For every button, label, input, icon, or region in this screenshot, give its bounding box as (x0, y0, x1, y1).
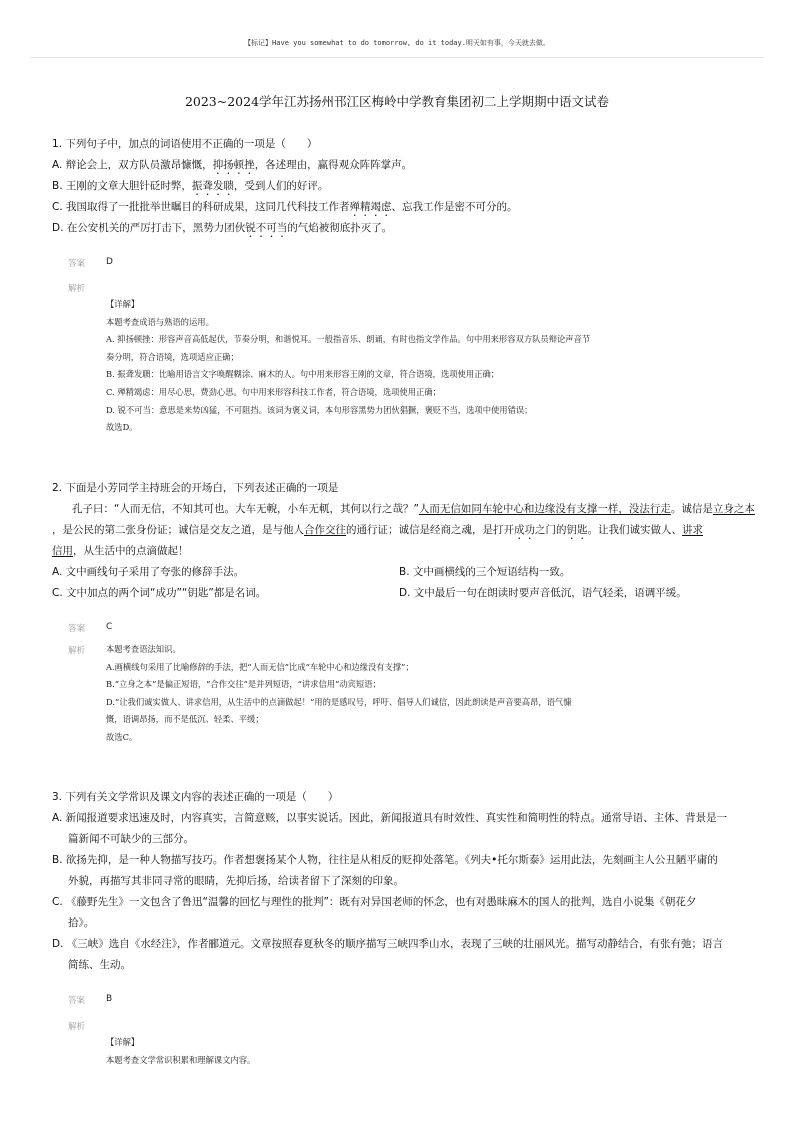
q1-stem: 1. 下列句子中，加点的词语使用不正确的一项是（ ） (52, 138, 318, 150)
q2-option-c: C. 文中加点的两个词“成功”“钥匙”都是名词。 (52, 587, 267, 599)
q1-c-dotted-word: 殚精竭虑 (349, 201, 392, 213)
q1-b-dotted-word: 振聋发聩 (191, 180, 234, 192)
q1-analysis: 【详解】 本题考查成语与熟语的运用。 A. 抑扬顿挫：形容声音高低起伏，节奏分明，和谐悦耳。一般指音乐、朗诵，有时也指文学作品。句中用来形容双方队员辩论声音节 奏分明，符合语境，选项适应正确； B. 振聋发聩：比喻用语言文字唤醒糊涂、麻木的人。句中用来形容王刚的文章，符合语境，选项使用正确； C. 殚精竭虑：用尽心思，费劲心思。句中用来形容科技工作者，符合语境，选项使用正确； D. 锐不可当：意思是来势凶猛，不可阻挡。该词为褒义词，本句形容黑势力团伙猖獗，褒贬不当，选项中使用错误； 故选D。 (106, 299, 591, 433)
q3-stem: 3. 下列有关文学常识及课文内容的表述正确的一项是（ ） (52, 791, 339, 803)
q3-option-b: B. 欲扬先抑，是一种人物描写技巧。作者想褒扬某个人物，往往是从相反的贬抑处落笔。《列夫•托尔斯泰》运用此法，先刻画主人公丑陋平庸的 (52, 854, 718, 866)
q1-a-dotted-word: 抑扬顿挫 (212, 159, 255, 171)
q3-answer-label: 答案 (68, 996, 86, 1006)
q2-dotted-word-2: 钥匙 (566, 524, 588, 536)
page-banner: 【标记】Have you somewhat to do tomorrow, do it today.明天如有事，今天就去做。 (244, 39, 550, 47)
q1-option-a: A. 辩论会上，双方队员激昂慷慨，抑扬顿挫，各述理由，赢得观众阵阵掌声。 (52, 159, 413, 171)
q3-option-d: D. 《三峡》选自《水经注》，作者郦道元。文章按照春夏秋冬的顺序描写三峡四季山水，表现了三峡的壮丽风光。描写动静结合，有张有弛；语言 (52, 938, 724, 950)
q2-passage-line-1: 孔子曰：“人而无信，不知其可也。大车无輗，小车无軏，其何以行之哉？”人而无信如同车轮中心和边缘没有支撑一样，没法行走。诚信是立身之本 (72, 503, 755, 515)
q1-d-dotted-word: 锐不可当 (245, 222, 288, 234)
q1-option-b: B. 王刚的文章大胆针砭时弊，振聋发聩，受到人们的好评。 (52, 180, 329, 192)
q3-option-a: A. 新闻报道要求迅速及时，内容真实，言简意赅，以事实说话。因此，新闻报道具有时效性、真实性和简明性的特点。通常导语、主体、背景是一 (52, 812, 728, 824)
q1-answer-value: D (106, 257, 113, 267)
q2-stem: 2. 下面是小芳同学主持班会的开场白，下列表述正确的一项是 (52, 482, 339, 494)
q3-option-c: C. 《藤野先生》一文包含了鲁迅“温馨的回忆与理性的批判”：既有对异国老师的怀念，也有对愚昧麻木的国人的批判，选自小说集《朝花夕 (52, 896, 697, 908)
q2-underlined-phrase-2: 合作交往 (304, 524, 346, 536)
q3-option-b-cont: 外貌，再描写其非同寻常的眼睛，先抑后扬，给读者留下了深刻的印象。 (68, 875, 404, 887)
q2-underlined-phrase-3: 信用 (52, 545, 73, 557)
q2-answer-label: 答案 (68, 624, 86, 634)
q2-dotted-word-1: 成功 (514, 524, 535, 536)
q2-underlined-sentence: 人而无信如同车轮中心和边缘没有支撑一样，没法行走 (418, 503, 671, 515)
q3-analysis-label: 解析 (68, 1022, 86, 1032)
q1-option-c: C. 我国取得了一批批举世瞩目的科研成果，这同几代科技工作者殚精竭虑、忘我工作是密不可分的。 (52, 201, 518, 213)
q2-option-d: D. 文中最后一句在朗读时要声音低沉，语气轻柔，语调平缓。 (399, 587, 687, 599)
q2-option-b: B. 文中画横线的三个短语结构一致。 (399, 566, 571, 578)
q3-option-d-cont: 简练、生动。 (68, 959, 131, 971)
q1-analysis-label: 解析 (68, 284, 86, 294)
header-divider (30, 57, 764, 58)
q2-analysis: 本题考查语法知识。 A.画横线句采用了比喻修辞的手法，把“人而无信”比成“车轮中心和边缘没有支撑”； B.“立身之本”是偏正短语，“合作交往”是并列短语，“讲求信用”动宾短语； D.“让我们诚实做人、讲求信用，从生活中的点滴做起！”用的是感叹号，呼吁、倡导人们诚信，因此朗读是声音要高昂，语气慷 慨，语调昂扬，而不是低沉、轻柔、平缓； 故选C。 (106, 644, 572, 742)
q3-option-a-cont: 篇新闻不可缺少的三部分。 (68, 833, 194, 845)
q3-option-c-cont: 拾》。 (68, 917, 95, 929)
q1-option-d: D. 在公安机关的严厉打击下，黑势力团伙锐不可当的气焰被彻底扑灭了。 (52, 222, 393, 234)
q2-analysis-label: 解析 (68, 646, 86, 656)
page-title: 2023~2024学年江苏扬州邗江区梅岭中学教育集团初二上学期期中语文试卷 (184, 94, 610, 109)
q3-answer-value: B (106, 994, 113, 1004)
q2-answer-value: C (106, 622, 113, 632)
q2-passage-line-3: 信用，从生活中的点滴做起！ (52, 545, 189, 557)
q2-option-a: A. 文中画线句子采用了夸张的修辞手法。 (52, 566, 245, 578)
q1-answer-label: 答案 (68, 259, 86, 269)
q2-passage-line-2: ，是公民的第二张身份证；诚信是交友之道，是与他人合作交往的通行证；诚信是经商之魂，是打开成功之门的钥匙。让我们诚实做人、讲求 (52, 524, 703, 536)
q3-analysis: 【详解】 本题考查文学常识积累和理解课文内容。 (106, 1037, 256, 1065)
